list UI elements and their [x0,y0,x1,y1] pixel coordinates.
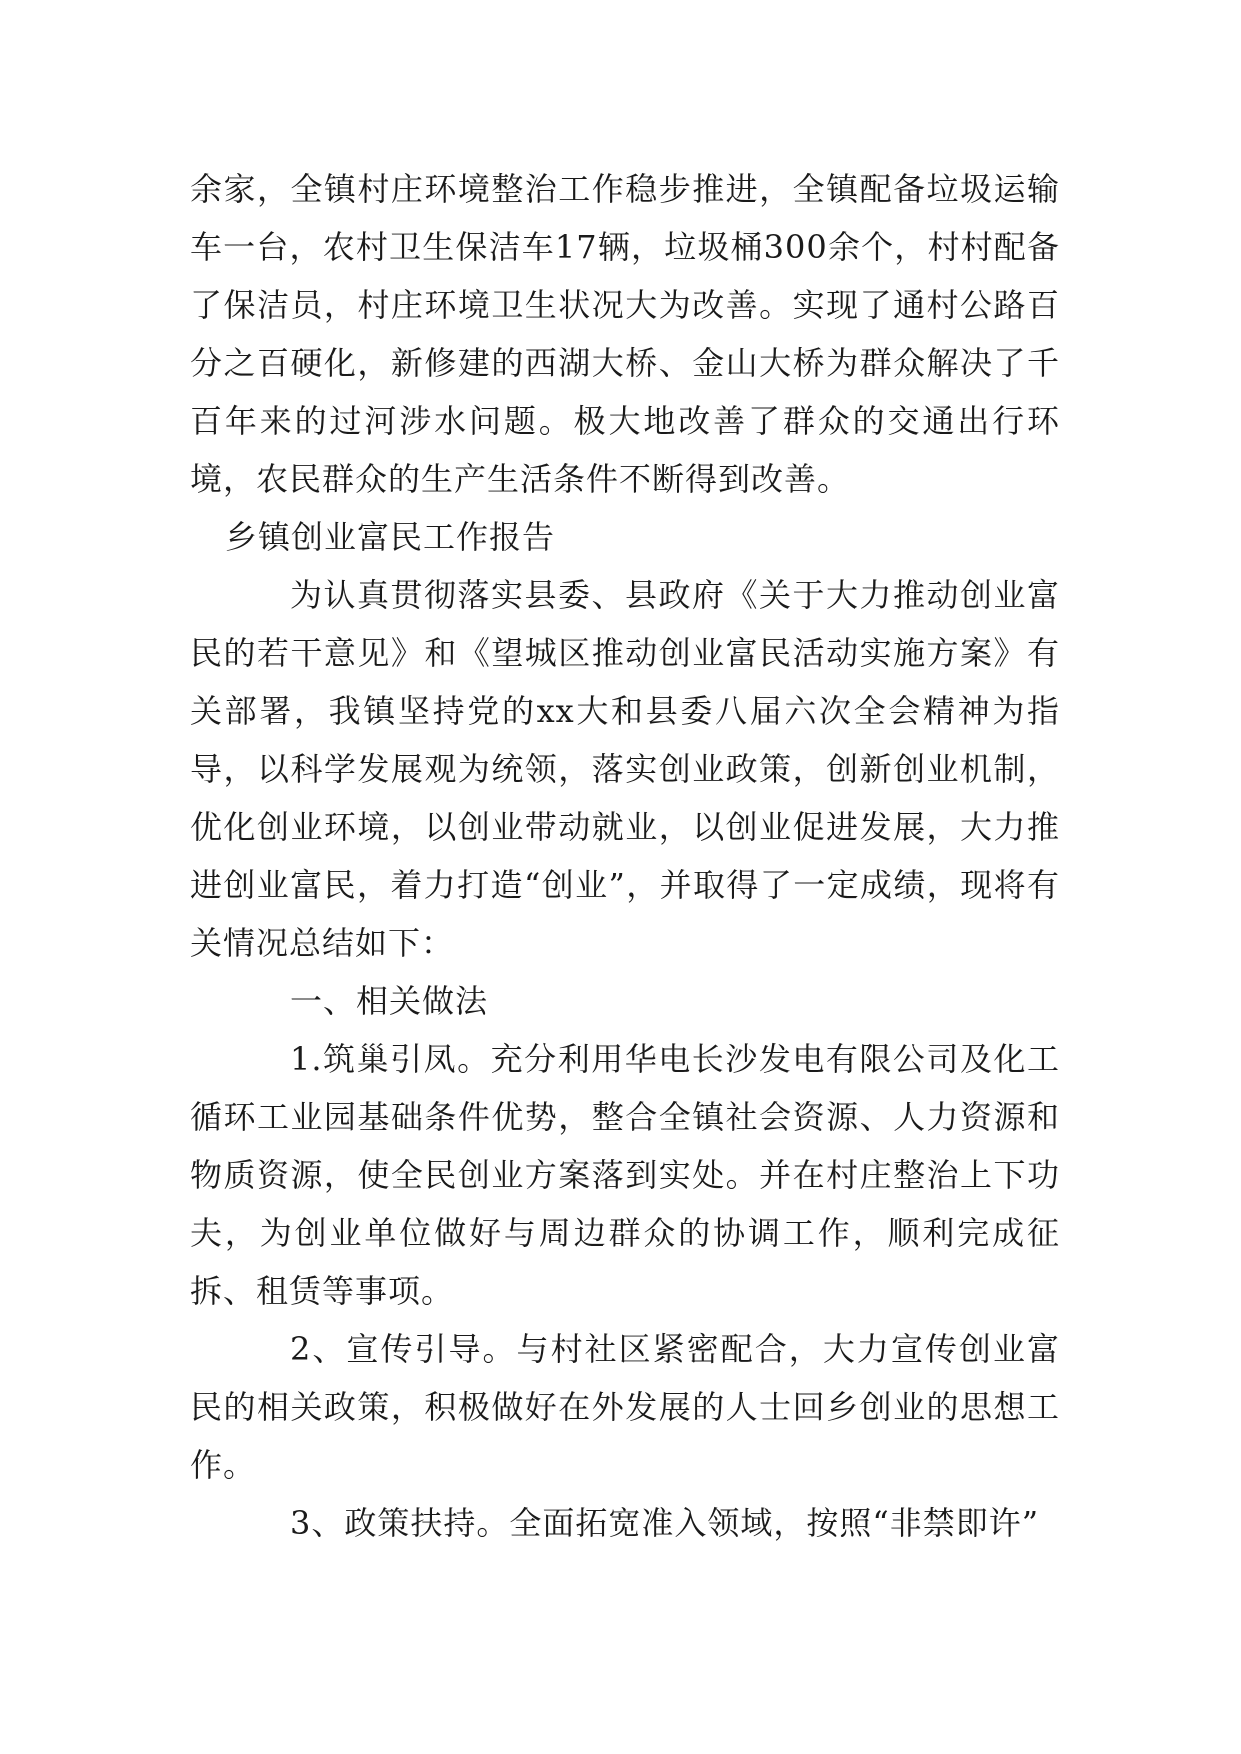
paragraph-item-1: 1.筑巢引凤。充分利用华电长沙发电有限公司及化工循环工业园基础条件优势，整合全镇社会资源、人力资源和物质资源，使全民创业方案落到实处。并在村庄整治上下功夫，为创业单位做好与周边群众的协调工作，顺利完成征拆、租赁等事项。 [190,1040,1060,1310]
paragraph-continuation: 余家，全镇村庄环境整治工作稳步推进，全镇配备垃圾运输车一台，农村卫生保洁车17辆，垃圾桶300余个，村村配备了保洁员，村庄环境卫生状况大为改善。实现了通村公路百分之百硬化，新修建的西湖大桥、金山大桥为群众解决了千百年来的过河涉水问题。极大地改善了群众的交通出行环境，农民群众的生产生活条件不断得到改善。 [190,170,1060,498]
section-heading: 一、相关做法 [290,982,489,1020]
paragraph-item-2: 2、宣传引导。与村社区紧密配合，大力宣传创业富民的相关政策，积极做好在外发展的人士回乡创业的思想工作。 [190,1330,1060,1484]
report-title: 乡镇创业富民工作报告 [225,518,556,556]
paragraph-intro: 为认真贯彻落实县委、县政府《关于大力推动创业富民的若干意见》和《望城区推动创业富民活动实施方案》有关部署，我镇坚持党的xx大和县委八届六次全会精神为指导，以科学发展观为统领，落实创业政策，创新创业机制，优化创业环境，以创业带动就业，以创业促进发展，大力推进创业富民，着力打造“创业”，并取得了一定成绩，现将有关情况总结如下： [190,576,1060,962]
paragraph-item-3: 3、政策扶持。全面拓宽准入领域，按照“非禁即许” [290,1504,1040,1542]
document-body [190,160,1060,1552]
